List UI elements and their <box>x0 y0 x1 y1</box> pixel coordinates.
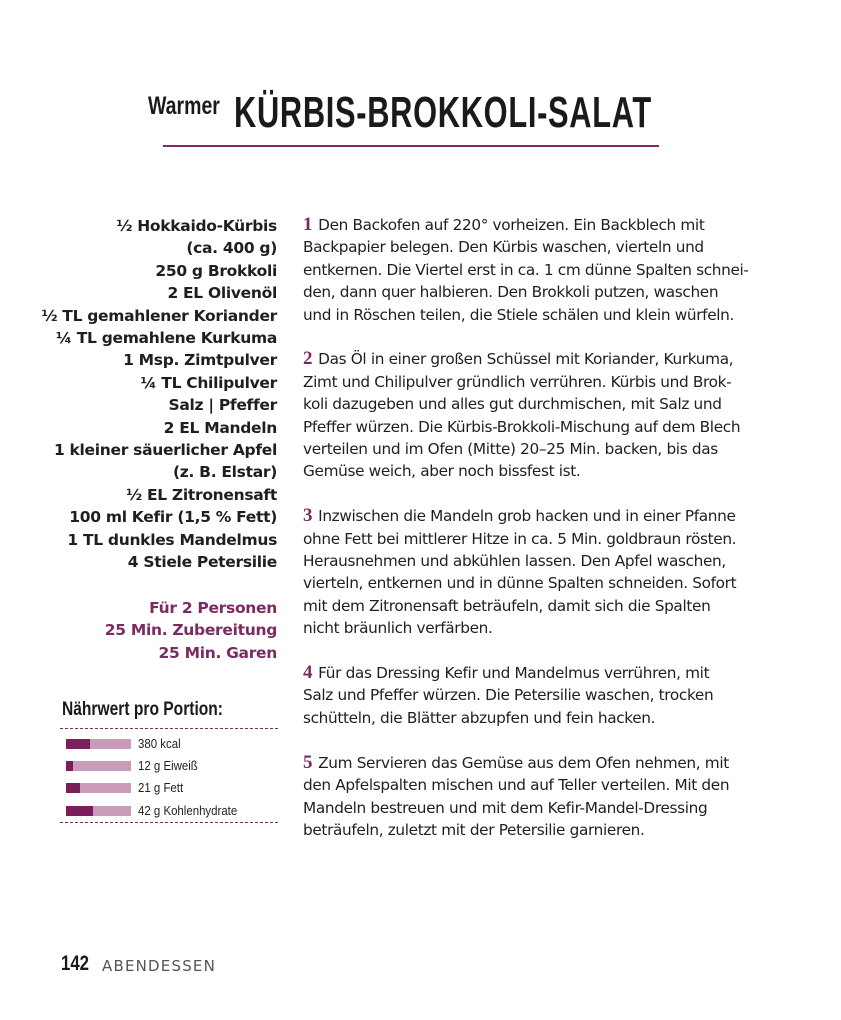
step-3 <box>303 505 783 639</box>
nutrition-bar-fill <box>66 739 90 749</box>
step-line <box>303 460 783 482</box>
step-text: Herausnehmen und abkühlen lassen. Den Apfel waschen, <box>303 552 726 571</box>
step-text: Gemüse weich, aber noch bissfest ist. <box>303 462 581 481</box>
step-1 <box>303 214 783 326</box>
step-5 <box>303 752 783 842</box>
step-text: koli dazugeben und alles gut durchmischen, mit Salz und <box>303 395 722 414</box>
ingredient-list <box>41 215 277 574</box>
step-text: den, dann quer halbieren. Den Brokkoli putzen, waschen <box>303 283 719 302</box>
steps <box>303 214 783 864</box>
meta-item: 25 Min. Zubereitung <box>104 621 277 640</box>
ingredient-item: 2 EL Olivenöl <box>167 284 277 303</box>
step-number: 4 <box>303 662 313 684</box>
step-text: Backpapier belegen. Den Kürbis waschen, vierteln und <box>303 238 704 257</box>
section-name: ABENDESSEN <box>102 957 217 975</box>
nutrition-row <box>66 782 189 793</box>
step-line <box>303 438 783 460</box>
step-2 <box>303 348 783 482</box>
nutrition-bar <box>66 761 131 771</box>
nutrition-bar-fill <box>66 806 93 816</box>
step-text: Für das Dressing Kefir und Mandelmus verrühren, mit <box>318 664 710 683</box>
ingredient-item: (z. B. Elstar) <box>172 463 277 482</box>
step-line <box>303 797 783 819</box>
nutrition-row <box>66 760 206 771</box>
nutrition-label: 380 kcal <box>138 736 181 751</box>
recipe-meta <box>105 597 277 664</box>
nutrition-row <box>66 738 186 749</box>
title-underline <box>163 145 659 147</box>
nutrition-label: 42 g Kohlenhydrate <box>138 803 238 818</box>
ingredient-item: 1 TL dunkles Mandelmus <box>67 530 277 549</box>
step-text: Pfeffer würzen. Die Kürbis-Brokkoli-Mischung auf dem Blech <box>303 417 741 436</box>
ingredient-item: 1 kleiner säuerlicher Apfel <box>53 441 277 460</box>
step-number: 5 <box>303 751 313 773</box>
nutrition-divider-top <box>60 728 278 729</box>
step-line <box>303 550 783 572</box>
ingredient-item: 4 Stiele Petersilie <box>127 553 277 572</box>
step-line <box>303 214 783 236</box>
title-prefix: Warmer <box>148 92 220 120</box>
ingredient-item: ½ TL gemahlener Koriander <box>41 306 277 325</box>
step-line <box>303 684 783 706</box>
step-text: beträufeln, zuletzt mit der Petersilie garnieren. <box>303 820 645 839</box>
step-line <box>303 617 783 639</box>
step-line <box>303 662 783 684</box>
step-4 <box>303 662 783 729</box>
step-line <box>303 348 783 370</box>
nutrition-label: 21 g Fett <box>138 780 184 795</box>
step-line <box>303 752 783 774</box>
nutrition-divider-bottom <box>60 822 278 823</box>
step-text: verteilen und im Ofen (Mitte) 20–25 Min. backen, bis das <box>303 440 718 459</box>
step-text: entkernen. Die Viertel erst in ca. 1 cm dünne Spalten schnei- <box>303 260 749 279</box>
step-line <box>303 595 783 617</box>
nutrition-row <box>66 805 251 816</box>
nutrition-bar <box>66 806 131 816</box>
page-number: 142 <box>61 952 90 975</box>
step-text: ohne Fett bei mittlerer Hitze in ca. 5 Min. goldbraun rösten. <box>303 529 737 548</box>
step-line <box>303 819 783 841</box>
ingredient-item: 2 EL Mandeln <box>163 418 277 437</box>
step-text: und in Röschen teilen, die Stiele schälen und klein würfeln. <box>303 305 735 324</box>
nutrition-bar <box>66 739 131 749</box>
ingredient-item: 100 ml Kefir (1,5 % Fett) <box>69 508 277 527</box>
nutrition-bar-fill <box>66 761 73 771</box>
step-line <box>303 528 783 550</box>
step-text: mit dem Zitronensaft beträufeln, damit sich die Spalten <box>303 596 711 615</box>
nutrition-label: 12 g Eiweiß <box>138 758 198 773</box>
ingredient-item: ¼ TL Chilipulver <box>140 373 277 392</box>
nutrition-bar-fill <box>66 783 80 793</box>
step-line <box>303 774 783 796</box>
step-text: Salz und Pfeffer würzen. Die Petersilie waschen, trocken <box>303 686 714 705</box>
nutrition-bar <box>66 783 131 793</box>
nutrition-title: Nährwert pro Portion: <box>62 699 224 720</box>
step-line <box>303 304 783 326</box>
step-text: Den Backofen auf 220° vorheizen. Ein Backblech mit <box>318 216 705 234</box>
step-text: Zimt und Chilipulver gründlich verrühren. Kürbis und Brok- <box>303 372 732 391</box>
step-line <box>303 572 783 594</box>
step-text: Mandeln bestreuen und mit dem Kefir-Mandel-Dressing <box>303 798 708 817</box>
step-text: schütteln, die Blätter abzupfen und fein hacken. <box>303 708 656 727</box>
step-line <box>303 707 783 729</box>
ingredient-item: Salz | Pfeffer <box>168 396 277 415</box>
step-line <box>303 281 783 303</box>
ingredient-item: 1 Msp. Zimtpulver <box>123 351 277 370</box>
recipe-title <box>148 88 668 137</box>
step-number: 1 <box>303 214 313 235</box>
step-text: Zum Servieren das Gemüse aus dem Ofen nehmen, mit <box>318 753 729 772</box>
meta-item: 25 Min. Garen <box>158 643 277 662</box>
ingredient-item: ½ EL Zitronensaft <box>126 485 277 504</box>
ingredient-item: (ca. 400 g) <box>186 239 277 258</box>
step-line <box>303 416 783 438</box>
step-line <box>303 236 783 258</box>
ingredient-item: 250 g Brokkoli <box>155 261 277 280</box>
step-text: den Apfelspalten mischen und auf Teller verteilen. Mit den <box>303 776 730 795</box>
ingredient-item: ½ Hokkaido-Kürbis <box>116 217 277 235</box>
step-text: nicht bräunlich verfärben. <box>303 619 493 638</box>
step-text: Das Öl in einer großen Schüssel mit Koriander, Kurkuma, <box>318 350 734 369</box>
step-text: Inzwischen die Mandeln grob hacken und in einer Pfanne <box>318 507 736 526</box>
meta-item: Für 2 Personen <box>149 599 277 617</box>
step-number: 2 <box>303 348 313 370</box>
step-line <box>303 371 783 393</box>
step-number: 3 <box>303 505 313 527</box>
step-line <box>303 259 783 281</box>
step-line <box>303 393 783 415</box>
step-text: vierteln, entkernen und in dünne Spalten schneiden. Sofort <box>303 574 737 593</box>
step-line <box>303 505 783 527</box>
ingredient-item: ¼ TL gemahlene Kurkuma <box>55 329 277 348</box>
page-footer <box>61 952 217 976</box>
title-main: KÜRBIS-BROKKOLI-SALAT <box>234 88 652 137</box>
